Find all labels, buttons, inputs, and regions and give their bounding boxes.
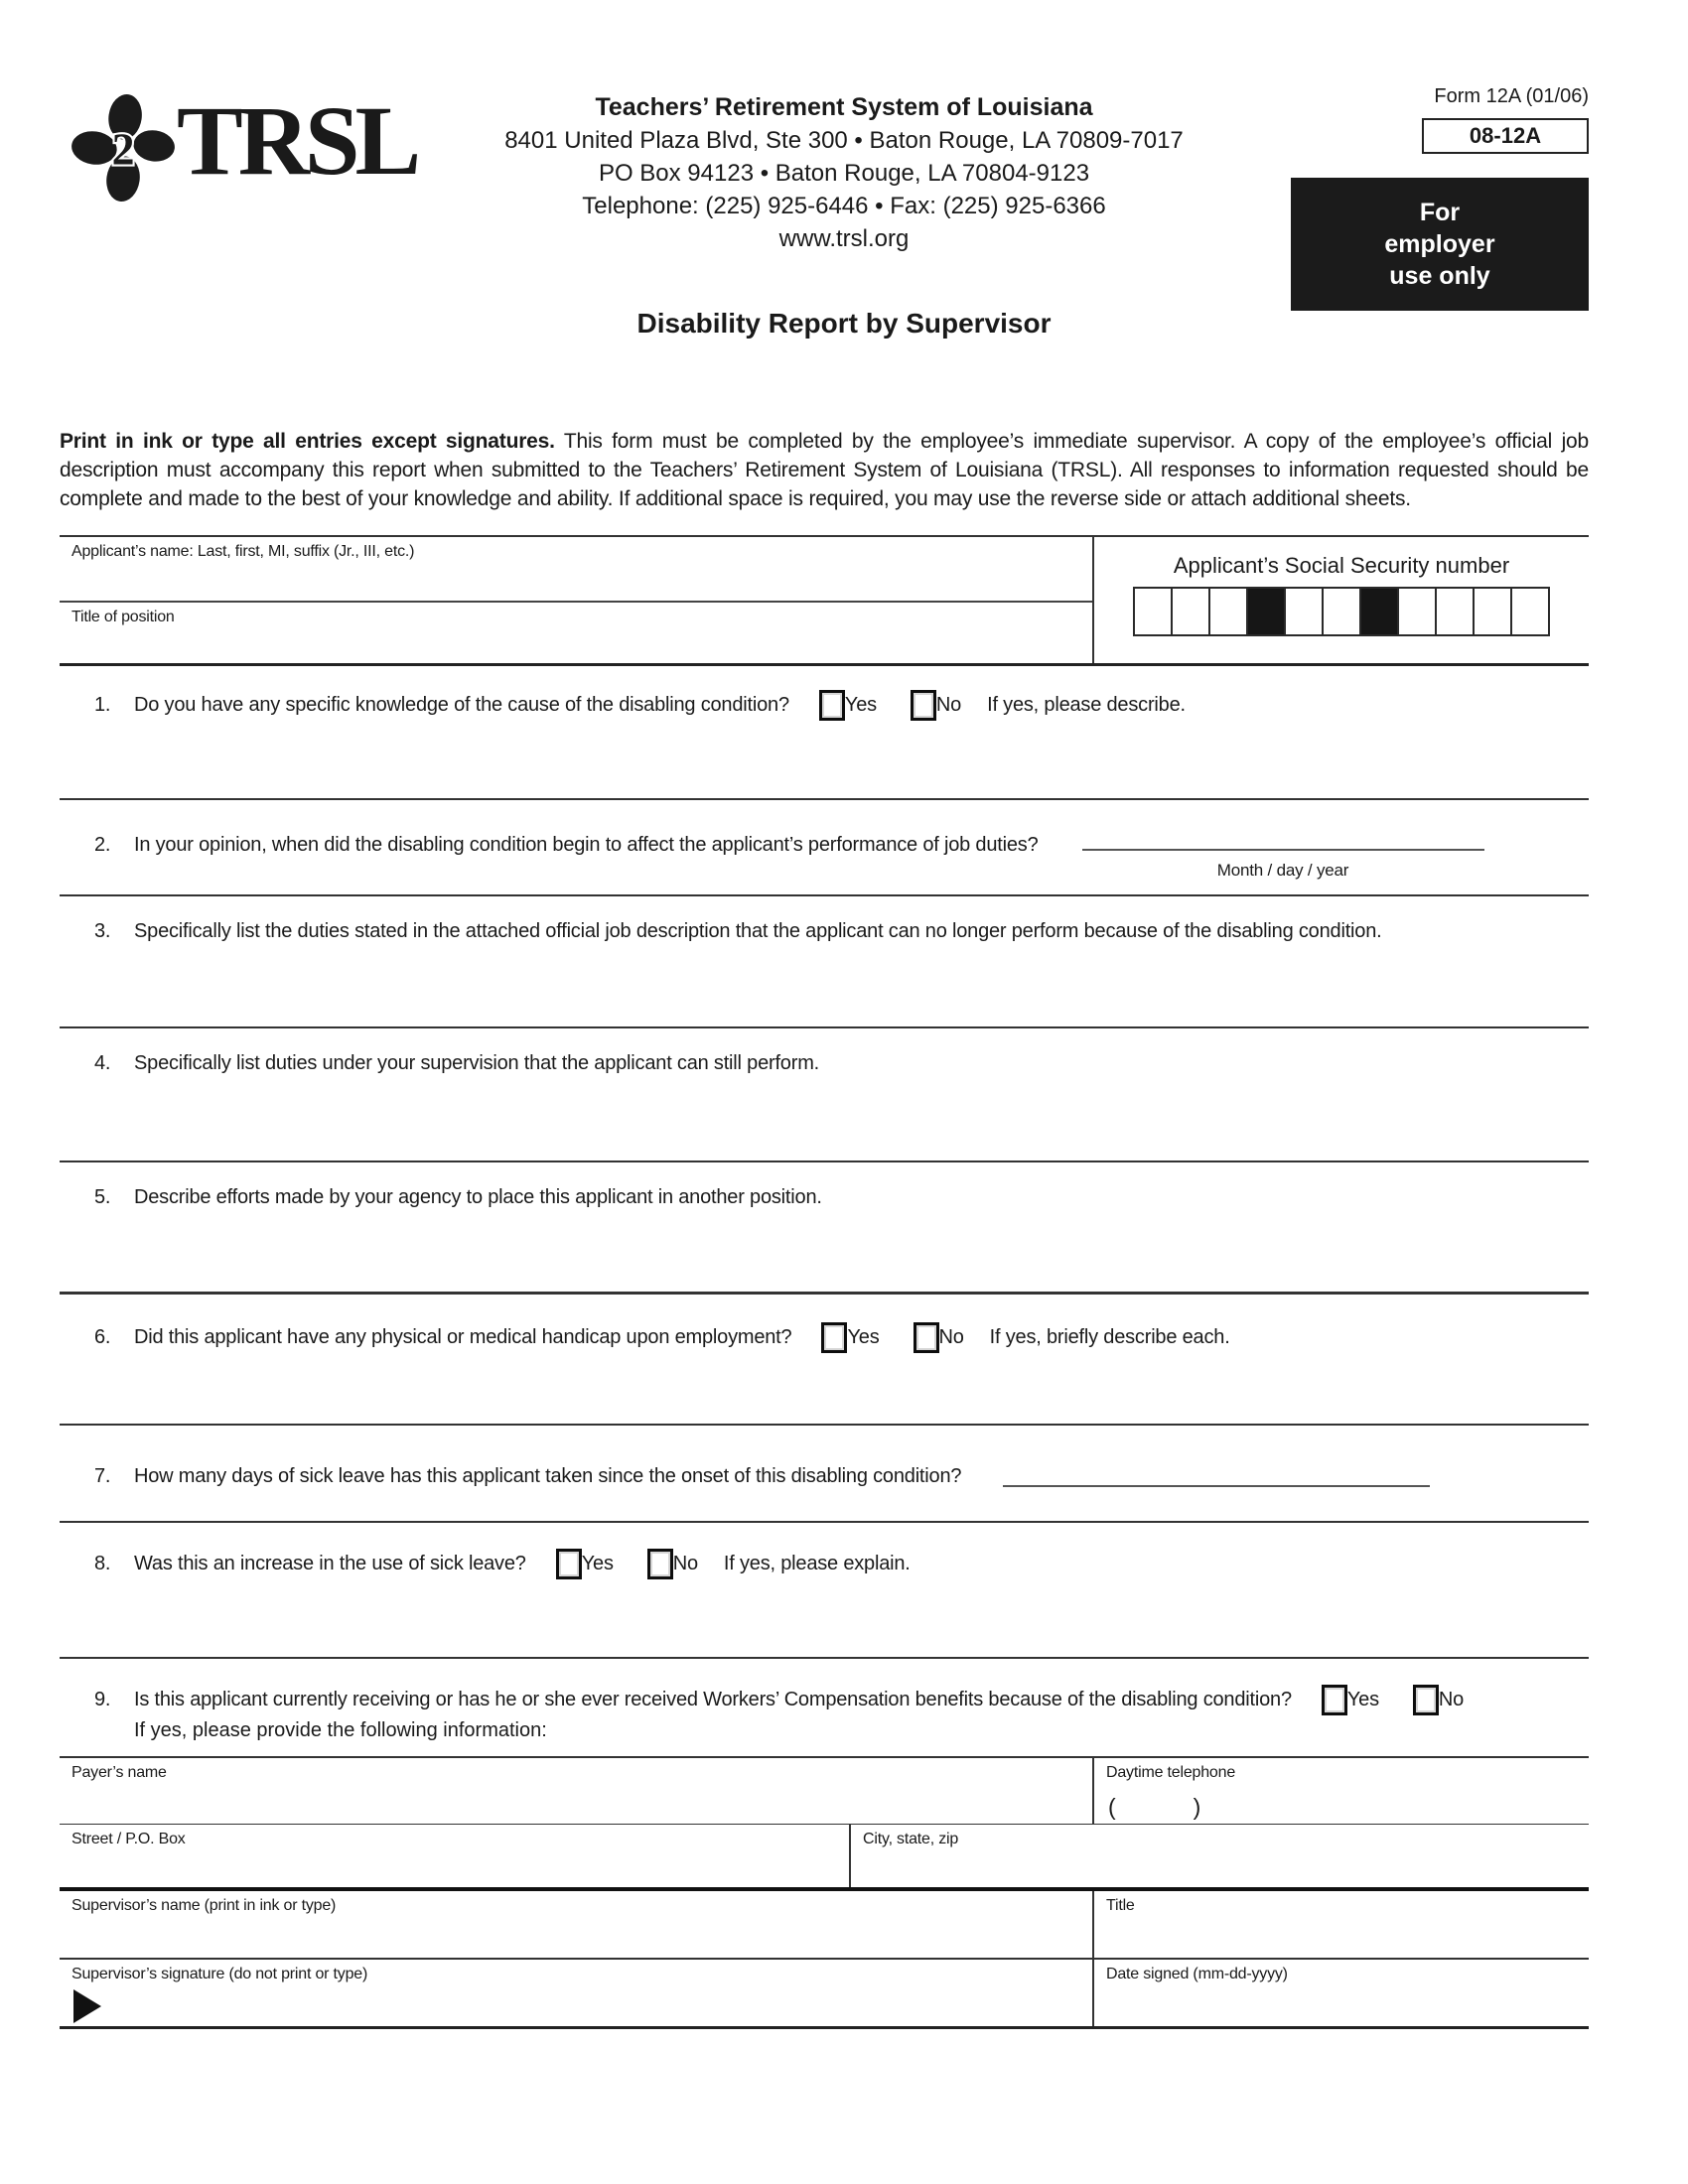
applicant-name-column [60,537,1092,663]
ssn-digit-cell[interactable] [1171,587,1210,636]
ssn-digit-cell[interactable] [1510,587,1550,636]
ssn-label: Applicant’s Social Security number [1173,553,1510,578]
q4-answer-space[interactable] [60,1075,1589,1147]
q6-no-checkbox[interactable] [914,1322,939,1353]
payer-name-field[interactable] [60,1758,1092,1824]
q8-suffix: If yes, please explain. [723,1553,911,1574]
question-3-text: Specifically list the duties stated in the attached official job description that the applicant can no longer perform because of the disabling condition. [134,920,1382,942]
question-3 [60,896,1589,1028]
question-1-text: Do you have any specific knowledge of the cause of the disabling condition? [134,694,789,716]
signature-row [60,1960,1589,2029]
form-header [0,0,1688,427]
employer-box-line: use only [1389,262,1490,290]
question-5 [60,1162,1589,1295]
ssn-digit-cell[interactable] [1473,587,1512,636]
ssn-digit-cell[interactable] [1322,587,1361,636]
ssn-separator-cell [1359,587,1399,636]
applicant-name-field[interactable] [60,537,1092,603]
ssn-boxes [1094,587,1589,636]
applicant-info-table [60,535,1589,666]
question-5-text: Describe efforts made by your agency to place this applicant in another position. [134,1186,822,1208]
q6-yes-label: Yes [847,1326,880,1348]
employer-use-only-box [1291,178,1589,311]
q1-answer-space[interactable] [60,721,1589,780]
question-9-text: Is this applicant currently receiving or has he or she ever received Workers’ Compensation benefits because of the disabling condition? [134,1689,1292,1710]
question-1-number: 1. [94,694,111,716]
city-state-zip-field[interactable] [849,1825,1589,1887]
ssn-digit-cell[interactable] [1435,587,1475,636]
question-6-text: Did this applicant have any physical or medical handicap upon employment? [134,1326,792,1348]
website-link[interactable]: www.trsl.org [778,225,910,252]
address-line-1: 8401 United Plaza Blvd, Ste 300 • Baton Rouge, LA 70809-7017 [504,127,1184,154]
supervisor-title-field[interactable] [1092,1891,1589,1958]
street-city-row [60,1825,1589,1891]
q9-yes-checkbox[interactable] [1322,1685,1347,1715]
q1-yes-label: Yes [844,694,877,716]
question-5-number: 5. [94,1186,111,1208]
q6-yes-checkbox[interactable] [821,1322,847,1353]
question-6 [60,1295,1589,1426]
date-signed-label: Date signed (mm-dd-yyyy) [1106,1966,1288,1982]
trsl-logo-text: TRSL [177,85,417,196]
q3-answer-space[interactable] [60,943,1589,1013]
city-state-zip-label: City, state, zip [863,1831,959,1847]
street-label: Street / P.O. Box [71,1831,186,1847]
q8-no-label: No [672,1553,698,1574]
question-1 [60,666,1589,800]
instructions-paragraph [60,427,1589,513]
question-9-line2: If yes, please provide the following information: [134,1719,547,1741]
q1-yes-checkbox[interactable] [819,690,845,721]
q6-no-label: No [938,1326,964,1348]
q2-blank-caption: Month / day / year [1216,861,1349,880]
trsl-flower-icon [71,93,175,203]
open-paren: ( [1108,1794,1116,1820]
date-signed-field[interactable] [1092,1960,1589,2026]
ssn-digit-cell[interactable] [1284,587,1324,636]
header-right-block [1291,85,1589,311]
q1-no-label: No [935,694,962,716]
page-title: Disability Report by Supervisor [636,308,1052,339]
question-9 [60,1659,1589,1758]
q9-yes-label: Yes [1346,1689,1379,1710]
ssn-separator-cell [1246,587,1286,636]
street-field[interactable] [60,1825,849,1887]
signature-field[interactable] [60,1960,1092,2026]
ssn-column [1092,537,1589,663]
q9-no-label: No [1438,1689,1465,1710]
daytime-phone-label: Daytime telephone [1106,1764,1236,1781]
payer-name-label: Payer’s name [71,1764,167,1781]
q1-no-checkbox[interactable] [911,690,936,721]
q8-yes-checkbox[interactable] [556,1549,582,1579]
question-2-number: 2. [94,834,111,856]
position-title-label: Title of position [71,609,175,625]
ssn-digit-cell[interactable] [1133,587,1173,636]
supervisor-title-label: Title [1106,1897,1135,1914]
q6-answer-space[interactable] [60,1353,1589,1413]
supervisor-name-label: Supervisor’s name (print in ink or type) [71,1897,337,1914]
supervisor-name-field[interactable] [60,1891,1092,1958]
q7-days-blank[interactable] [1003,1485,1430,1487]
q8-answer-space[interactable] [60,1579,1589,1643]
question-9-number: 9. [94,1689,111,1710]
signature-arrow-icon [73,1989,101,2023]
q9-no-checkbox[interactable] [1413,1685,1439,1715]
org-name: Teachers’ Retirement System of Louisiana [595,93,1093,121]
applicant-name-label: Applicant’s name: Last, first, MI, suffix (Jr., III, etc.) [71,543,415,560]
question-8-number: 8. [94,1553,111,1574]
q8-yes-label: Yes [581,1553,614,1574]
question-8-text: Was this an increase in the use of sick leave? [134,1553,526,1574]
form-number: Form 12A (01/06) [1434,85,1589,107]
question-3-number: 3. [94,920,111,942]
instructions-body: This form must be completed by the employee’s immediate supervisor. A copy of the employee’s official job description must accompany this report when submitted to the Teachers’ Retirement System of Louisiana (TRSL). All responses to information requested should be complete and made to the best of your knowledge and ability. If additional space is required, you may use the reverse side or attach additional sheets. [60,430,1589,510]
q8-no-checkbox[interactable] [647,1549,673,1579]
ssn-digit-cell[interactable] [1397,587,1437,636]
q6-suffix: If yes, briefly describe each. [989,1326,1230,1348]
employer-box-line: employer [1384,230,1495,258]
position-title-field[interactable] [60,603,1092,663]
q2-date-blank[interactable] [1082,849,1484,851]
payer-row [60,1758,1589,1825]
phone-area-code-parens [1106,1794,1589,1821]
signature-label: Supervisor’s signature (do not print or type) [71,1966,368,1982]
question-4 [60,1028,1589,1162]
daytime-phone-field[interactable] [1092,1758,1589,1824]
trsl-logo [71,79,416,203]
form-code-box: 08-12A [1422,118,1589,154]
employer-box-line: For [1419,199,1461,226]
q5-answer-space[interactable] [60,1209,1589,1279]
question-4-text: Specifically list duties under your supervision that the applicant can still perform. [134,1052,820,1074]
question-7-number: 7. [94,1465,111,1487]
address-line-2: PO Box 94123 • Baton Rouge, LA 70804-9123 [598,160,1090,187]
question-4-number: 4. [94,1052,111,1074]
question-7 [60,1426,1589,1523]
address-line-3: Telephone: (225) 925-6446 • Fax: (225) 925-6366 [582,193,1106,219]
ssn-digit-cell[interactable] [1208,587,1248,636]
question-6-number: 6. [94,1326,111,1348]
close-paren: ) [1193,1794,1201,1820]
instructions-lead: Print in ink or type all entries except signatures. [60,430,555,453]
q1-suffix: If yes, please describe. [987,694,1186,716]
question-8 [60,1523,1589,1659]
svg-text:2: 2 [111,123,135,175]
question-2-text: In your opinion, when did the disabling condition begin to affect the applicant’s performance of job duties? [134,834,1039,856]
supervisor-name-row [60,1891,1589,1960]
question-2 [60,800,1589,896]
question-7-text: How many days of sick leave has this applicant taken since the onset of this disabling condition? [134,1465,962,1487]
